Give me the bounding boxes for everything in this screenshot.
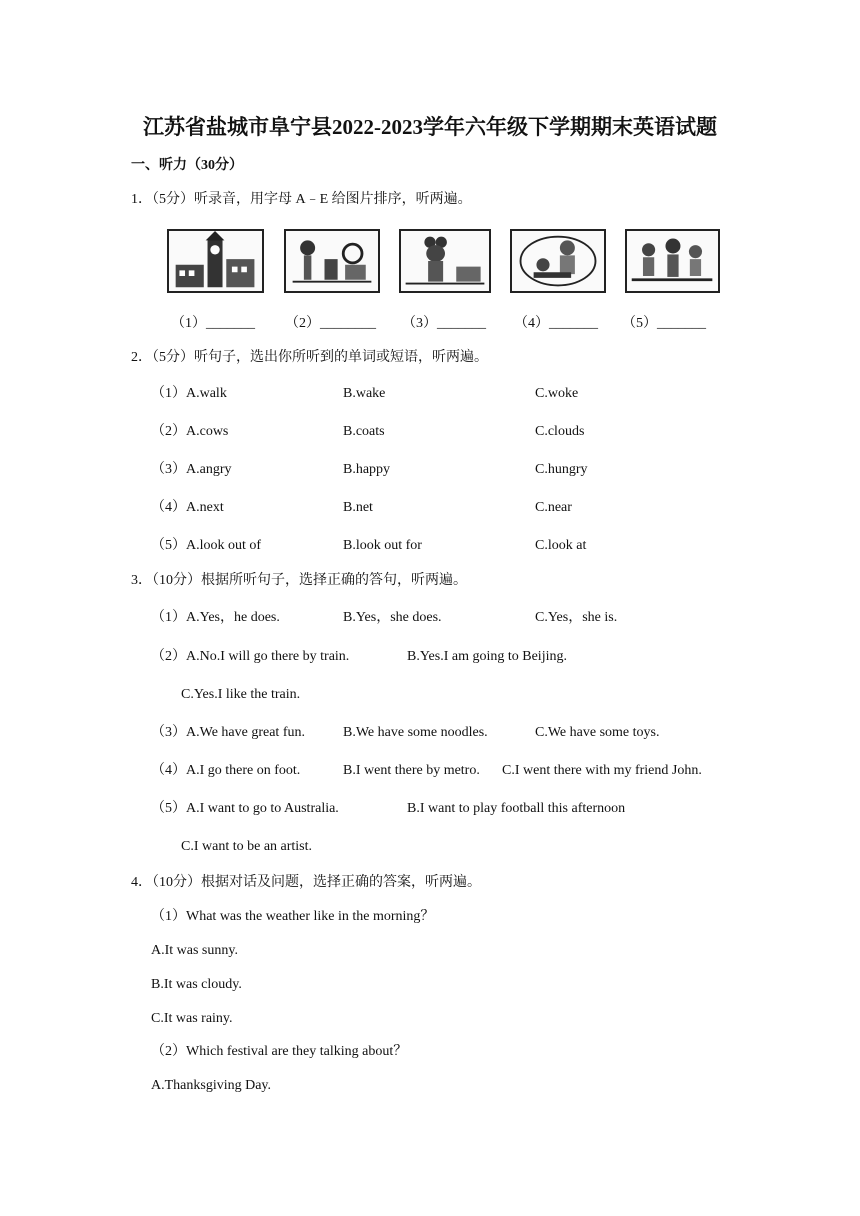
question-3-stem: 3．（10分）根据所听句子，选择正确的答句，听两遍。	[131, 573, 467, 588]
option-3-4-a: （4）A.I go there on foot.	[151, 763, 301, 778]
option-2-3-b: B.happy	[343, 462, 391, 477]
option-3-3-c: C.We have some toys.	[535, 725, 660, 740]
option-3-2-b: B.Yes.I am going to Beijing.	[407, 649, 567, 664]
clock-tower-icon	[167, 229, 264, 293]
page-title: 江苏省盐城市阜宁县2022-2023学年六年级下学期期末英语试题	[143, 115, 717, 139]
option-3-5-a: （5）A.I want to go to Australia.	[151, 801, 339, 816]
option-3-5-b: B.I want to play football this afternoon	[407, 801, 626, 816]
option-3-2-c: C.Yes.I like the train.	[181, 687, 301, 702]
option-2-4-a: （4）A.next	[151, 500, 224, 515]
option-4-1-b: B.It was cloudy.	[151, 977, 242, 992]
question-1-stem: 1．（5分）听录音，用字母 A﹣E 给图片排序，听两遍。	[131, 192, 472, 207]
option-2-4-c: C.near	[535, 500, 572, 515]
mouse-cartoon-icon	[399, 229, 491, 293]
option-2-3-c: C.hungry	[535, 462, 588, 477]
option-2-4-b: B.net	[343, 500, 373, 515]
option-3-4-b: B.I went there by metro.	[343, 763, 480, 778]
option-2-2-a: （2）A.cows	[151, 424, 229, 439]
option-2-1-c: C.woke	[535, 386, 579, 401]
question-4-1: （1）What was the weather like in the morning？	[151, 909, 435, 924]
option-2-5-a: （5）A.look out of	[151, 538, 262, 553]
answer-blank-1[interactable]: （1）_______	[171, 316, 255, 331]
lab-equipment-icon	[284, 229, 380, 293]
option-2-3-a: （3）A.angry	[151, 462, 232, 477]
option-3-4-c: C.I went there with my friend John.	[502, 763, 702, 778]
option-4-1-a: A.It was sunny.	[151, 943, 238, 958]
section-heading-listening: 一、听力（30分）	[131, 158, 243, 173]
option-4-1-c: C.It was rainy.	[151, 1011, 233, 1026]
option-4-2-a: A.Thanksgiving Day.	[151, 1078, 272, 1093]
question-2-stem: 2．（5分）听句子，选出你所听到的单词或短语，听两遍。	[131, 350, 488, 365]
option-3-3-a: （3）A.We have great fun.	[151, 725, 305, 740]
answer-blank-3[interactable]: （3）_______	[402, 316, 486, 331]
option-2-5-c: C.look at	[535, 538, 587, 553]
option-3-3-b: B.We have some noodles.	[343, 725, 488, 740]
option-2-2-c: C.clouds	[535, 424, 585, 439]
option-2-1-b: B.wake	[343, 386, 386, 401]
option-3-1-a: （1）A.Yes，he does.	[151, 610, 280, 625]
family-meal-icon	[510, 229, 606, 293]
answer-blank-2[interactable]: （2）________	[285, 316, 376, 331]
option-2-2-b: B.coats	[343, 424, 385, 439]
children-playing-icon	[625, 229, 720, 293]
option-2-5-b: B.look out for	[343, 538, 422, 553]
answer-blank-5[interactable]: （5）_______	[622, 316, 706, 331]
option-2-1-a: （1）A.walk	[151, 386, 227, 401]
option-3-1-c: C.Yes，she is.	[535, 610, 618, 625]
question-4-stem: 4．（10分）根据对话及问题，选择正确的答案，听两遍。	[131, 875, 481, 890]
option-3-5-c: C.I want to be an artist.	[181, 839, 313, 854]
option-3-1-b: B.Yes，she does.	[343, 610, 442, 625]
answer-blank-4[interactable]: （4）_______	[514, 316, 598, 331]
option-3-2-a: （2）A.No.I will go there by train.	[151, 649, 350, 664]
question-4-2: （2）Which festival are they talking about？	[151, 1044, 408, 1059]
